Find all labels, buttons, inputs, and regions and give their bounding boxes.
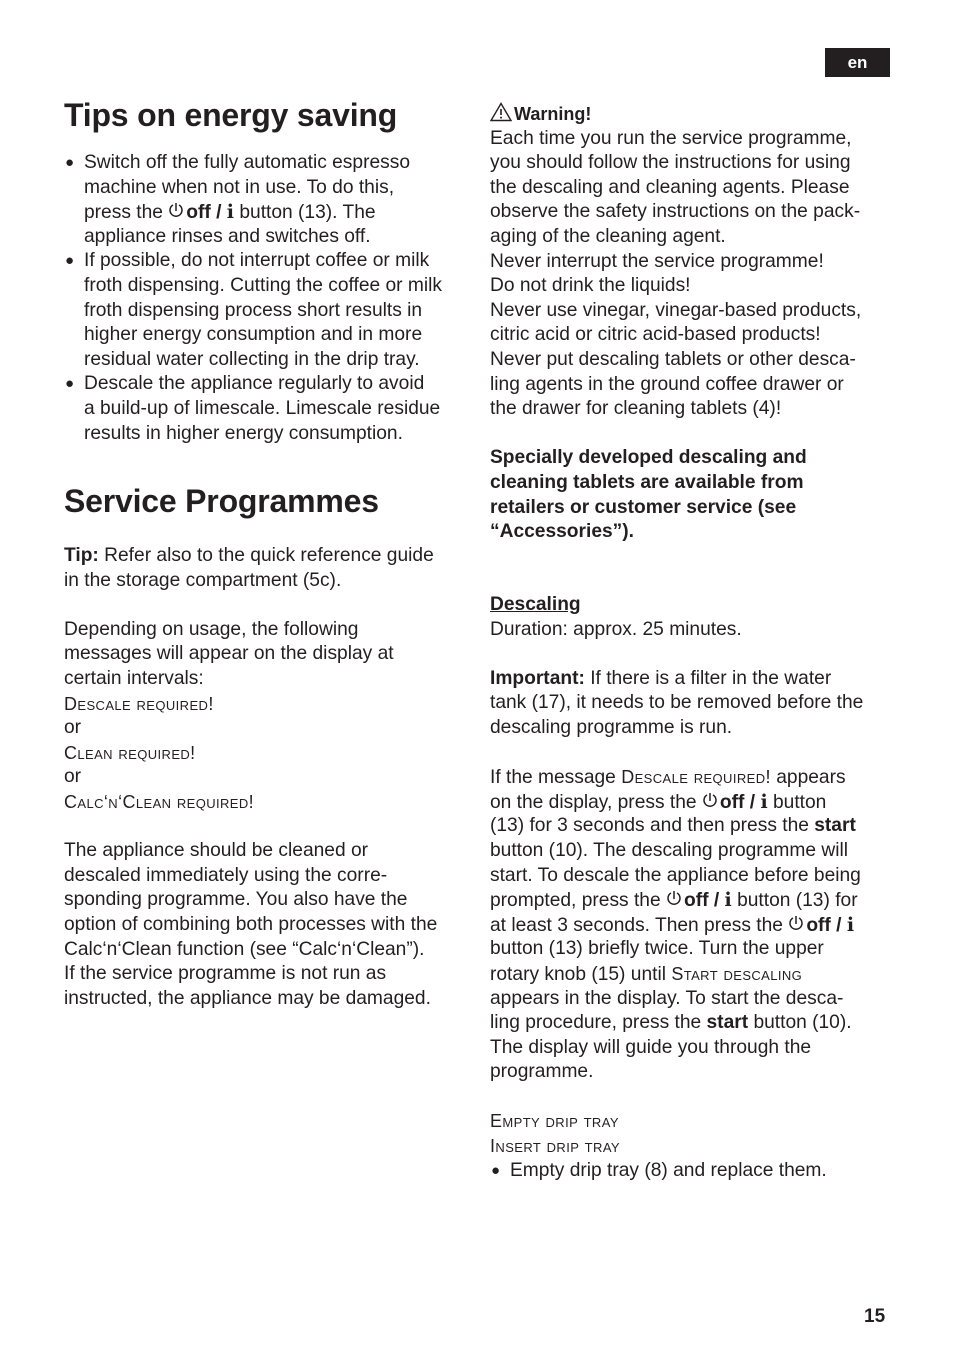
power-icon: [666, 890, 682, 908]
warning-block: Warning! Each time you run the service programme, you should follow the instructions for using the descaling and cleaning agents. Please observe the safety instructions on the pack- aging of the cleaning agent. Never interrupt the service programme! Do not drink the liquids! Never use vinegar, vinegar-based products, citric acid or citric acid-based products! Never put descaling tablets or other desca- ling agents in the ground coffee drawer or the drawer for cleaning tablets (4)! Specially developed descaling and cleaning tablets are available from retailers or customer service (see “Accessories”).: [490, 102, 900, 545]
display-message: Empty drip tray: [490, 1111, 619, 1132]
display-message: Calc‘n‘Clean required!: [64, 791, 255, 812]
list-item: ● Empty drip tray (8) and replace them.: [490, 1159, 900, 1184]
list-item: ● Switch off the fully automatic espresso: [64, 151, 469, 176]
page-number: 15: [864, 1306, 886, 1327]
power-icon: [168, 202, 184, 220]
descaling-heading: Descaling: [490, 594, 581, 615]
tip-line: Tip: Refer also to the quick reference guide: [64, 545, 434, 566]
info-icon: i: [724, 889, 732, 912]
tips-heading: Tips on energy saving: [64, 97, 398, 133]
list-item: ● Descale the appliance regularly to avoid: [64, 372, 469, 397]
info-icon: i: [846, 913, 855, 936]
bullet-icon: ●: [65, 252, 75, 270]
display-message: Insert drip tray: [490, 1136, 620, 1157]
bullet-icon: ●: [65, 375, 75, 393]
language-tab: en: [825, 48, 890, 77]
important-note: Important: If there is a filter in the water: [490, 667, 832, 689]
info-icon: i: [760, 790, 768, 813]
accessories-note: Specially developed descaling and: [490, 447, 807, 469]
tips-list: ● Switch off the fully automatic espresso machine when not in use. To do this, press the off / i button (13). The appliance rinses and switches off. ● If possible, do not interrupt coffee or milk froth dispensing. Cutting the coffee or milk froth dispensing process short results in higher energy consumption and in more residual water collecting in the drip tray. ● Descale the appliance regularly to avoid a build-up of limescale. Limescale residue results in higher energy consumption.: [64, 151, 469, 446]
warning-label: Warning!: [490, 102, 900, 127]
display-message: Clean required!: [64, 742, 196, 763]
bullet-icon: ●: [491, 1161, 501, 1179]
power-icon: [702, 792, 718, 810]
service-body: Tip: Refer also to the quick reference guide in the storage compartment (5c). Depending on usage, the following messages will appear on the display at certain intervals: Descale required! or Clean required! or Calc‘n‘Clean required! The appliance should be cleaned or descaled immediately using the corre- sponding programme. You also have the option of combining both processes with the Calc‘n‘Clean function (see “Calc‘n‘Clean”). If the service programme is not run as instructed, the appliance may be damaged.: [64, 544, 469, 1011]
descaling-section: Descaling Duration: approx. 25 minutes. Important: If there is a filter in the water tank (17), it needs to be removed before the descaling programme is run. If the message Descale required! appears on the display, press the off / i button (13) for 3 seconds and then press the start button (10). The descaling programme will start. To descale the appliance before being prompted, press the off / i button (13) for at least 3 seconds. Then press the off / i button (13) briefly twice. Turn the upper rotary knob (15) until Start descaling appears in the display. To start the desca- ling procedure, press the start button (10). The display will guide you through the programme. Empty drip tray Insert drip tray ● Empty drip tray (8) and replace them.: [490, 593, 900, 1183]
bullet-icon: ●: [65, 154, 75, 171]
service-heading: Service Programmes: [64, 483, 379, 519]
power-icon: [788, 915, 804, 933]
info-icon: i: [226, 201, 235, 224]
display-message: Descale required!: [64, 693, 214, 714]
list-item: ● If possible, do not interrupt coffee or milk: [64, 249, 469, 274]
warning-triangle-icon: [490, 102, 512, 122]
